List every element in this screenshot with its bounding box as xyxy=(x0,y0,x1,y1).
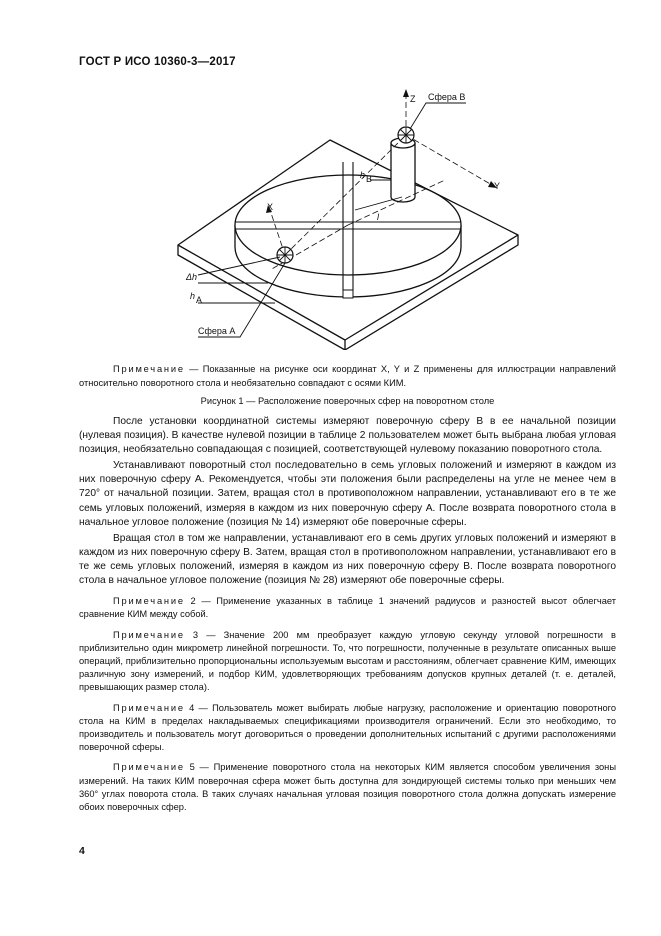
figure-caption: Рисунок 1 — Расположение поверочных сфер на поворотном столе xyxy=(200,396,495,406)
figure-note-text: — Показанные на рисунке оси координат X, Y и Z применены для иллюстрации направлений относительно поворотного стола и необязательно совпадают с осями КИМ. xyxy=(79,364,616,388)
note-text: 5 — Применение поворотного стола на некоторых КИМ является способом увеличения зоны измерений. На таких КИМ поверочная сфера может быть доступна для зондирующей системы только при меньших чем 360° углах поворота стола. В таких случаях начальная угловая позиция поворотного стола должна допускать измерение обоих поверочных сфер. xyxy=(79,762,616,812)
figure-note-lead: Примечание xyxy=(113,364,185,374)
note xyxy=(79,595,616,621)
z-axis-label: Z xyxy=(410,94,416,104)
body-text xyxy=(79,415,616,814)
x-axis-label: X xyxy=(267,202,274,212)
paragraph: После установки координатной системы измеряют поверочную сферу B в ее начальной позиции (нулевая позиция). В качестве нулевой позиции в таблице 2 пользователем может быть выбрана любая угловая позиция, необязательно совпадающая с позицией, соответствующей нулевому показанию поворотного стола. xyxy=(79,416,616,456)
h-b-sub-label: B xyxy=(366,174,373,184)
paragraph: Устанавливают поворотный стол последовательно в семь угловых положений и измеряют в каждом из них поверочную сферу A. Рекомендуется, чтобы эти положения были распределены на угле не менее чем в 720° от начальной позиции. Затем, вращая стол в противоположном направлении, устанавливают его в те же семь угловых положений, измеряя в каждом из них поверочную сферу A. После возврата поворотного стола в начальное угловое положение (позиция № 14) измеряют обе поверочные сферы. xyxy=(79,460,616,528)
note xyxy=(79,761,616,814)
h-a-sub-label: A xyxy=(196,295,203,305)
delta-h-label: Δh xyxy=(186,272,198,282)
page-number: 4 xyxy=(79,845,85,857)
h-b-label: h xyxy=(360,170,366,180)
t-slot-notch xyxy=(343,290,353,298)
note xyxy=(79,629,616,695)
h-a-label: h xyxy=(190,291,196,301)
paragraph: Вращая стол в том же направлении, устанавливают его в семь других угловых положений и измеряют в каждом из них поверочную сферу B. Затем, вращая стол в противоположном направлении, устанавливают его в те же семь угловых положений, измеряя в каждом из них поверочную сферу B. После возврата поворотного стола в начальное угловое положение (позиция № 28) измеряют обе поверочные сферы. xyxy=(79,532,616,587)
document-header: ГОСТ Р ИСО 10360-3—2017 xyxy=(79,56,236,68)
sphere-a-label: Сфера A xyxy=(198,326,236,336)
note-lead: Примечание xyxy=(113,702,185,713)
y-axis-line xyxy=(406,135,492,185)
note-text: 2 — Применение указанных в таблице 1 значений радиусов и разностей высот облегчает сравнение КИМ между собой. xyxy=(79,596,616,620)
note-lead: Примечание xyxy=(113,762,185,773)
note-lead: Примечание xyxy=(113,596,185,607)
rotary-table-figure xyxy=(170,85,530,350)
sphere-b-label: Сфера B xyxy=(428,92,466,102)
figure-note xyxy=(79,362,616,390)
note xyxy=(79,702,616,755)
note-text: 4 — Пользователь может выбирать любые нагрузку, расположение и ориентацию поворотного стола на КИМ в пределах накладываемых спецификациями производителя ограничений. Если это необходимо, то производитель и пользователь могут договориться о проведении дополнительных испытаний с другими расположениями поверочной сферы. xyxy=(79,702,616,753)
l-label: l xyxy=(377,212,379,222)
y-axis-label: Y xyxy=(494,181,501,191)
sphere-b-column xyxy=(391,143,415,202)
note-lead: Примечание xyxy=(113,629,185,640)
note-text: 3 — Значение 200 мм преобразует каждую угловую секунду угловой погрешности в приблизительно один микрометр линейной погрешности. То, что погрешности, полученные в результате описанных выше операций, приблизительно пропорциональны используемым высотам и расстояниям, облегчает сравнение КИМ, имеющих различную зону измерений, и подбор КИМ, удовлетворяющих требованиям допусков крупных деталей (т. е. деталей, превышающих размер стола). xyxy=(79,629,616,693)
